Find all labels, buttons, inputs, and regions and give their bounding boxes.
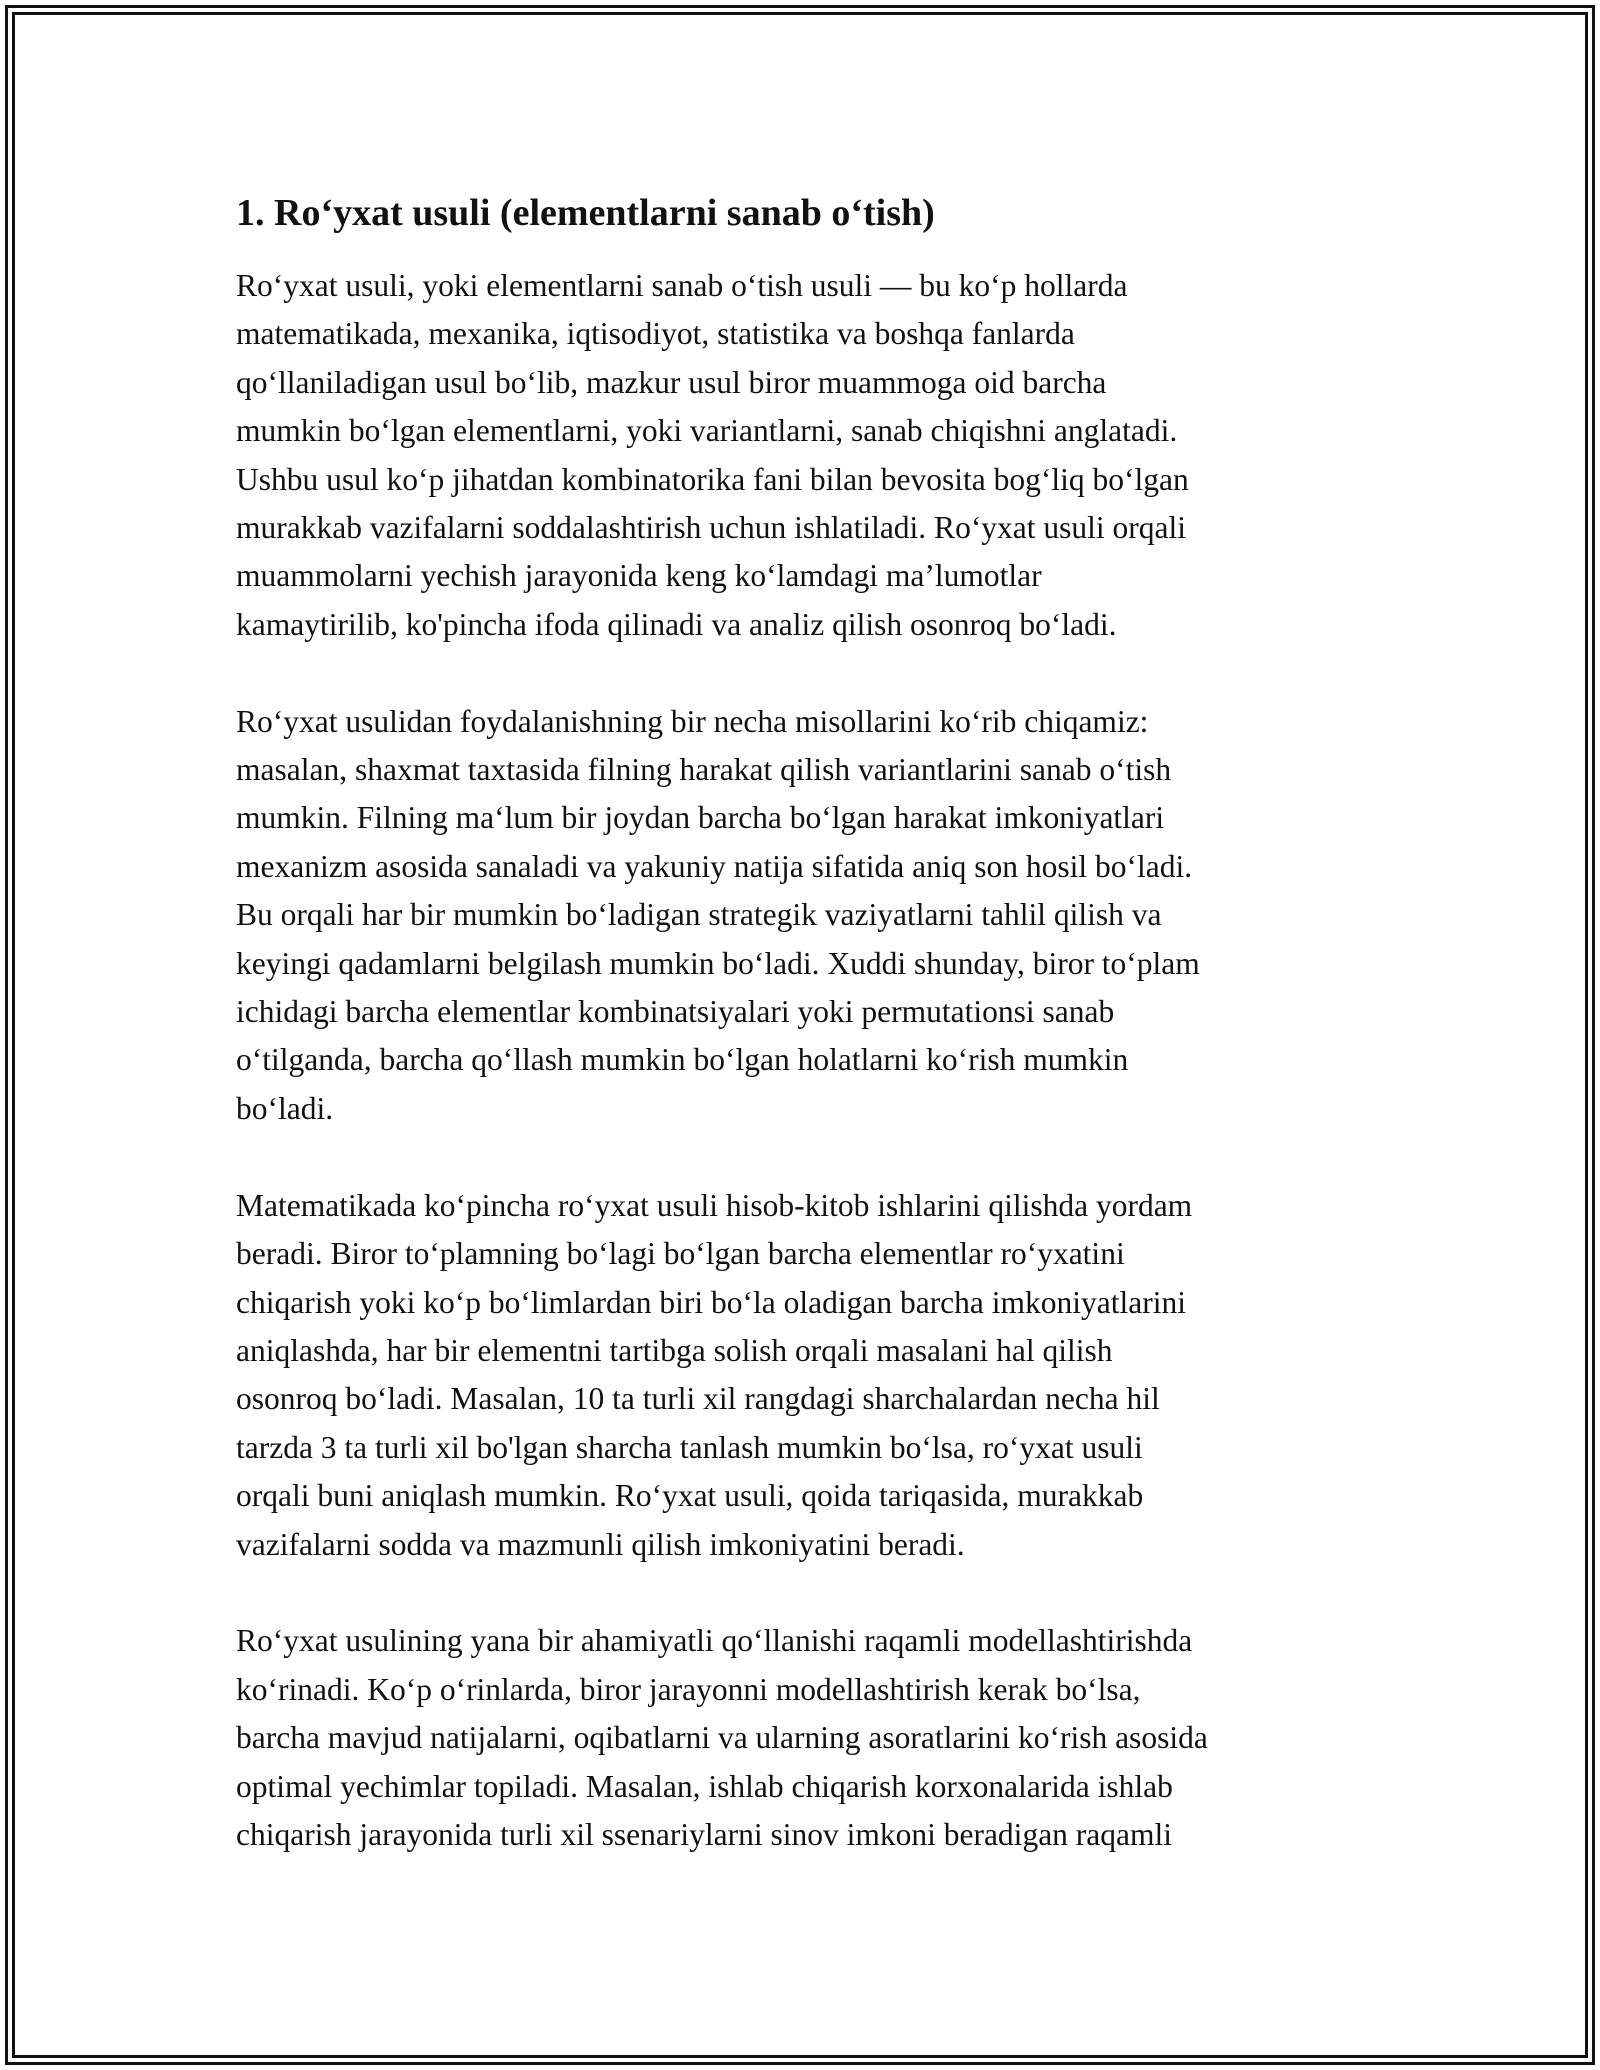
text-line: o‘tilganda, barcha qo‘llash mumkin bo‘lgan holatlarni ko‘rish mumkin: [236, 1042, 1129, 1078]
text-line: mumkin bo‘lgan elementlarni, yoki variantlarni, sanab chiqishni anglatadi.: [236, 413, 1178, 449]
text-line: Ushbu usul ko‘p jihatdan kombinatorika fani bilan bevosita bog‘liq bo‘lgan: [236, 461, 1189, 497]
text-line: qo‘llaniladigan usul bo‘lib, mazkur usul biror muammoga oid barcha: [236, 364, 1107, 400]
text-line: kamaytirilib, ko'pincha ifoda qilinadi va analiz qilish osonroq bo‘ladi.: [236, 606, 1117, 642]
paragraph: [236, 698, 1366, 1134]
text-line: murakkab vazifalarni soddalashtirish uchun ishlatiladi. Ro‘yxat usuli orqali: [236, 510, 1187, 546]
text-line: Ro‘yxat usuli, yoki elementlarni sanab o‘tish usuli — bu ko‘p hollarda: [236, 268, 1128, 303]
text-line: keyingi qadamlarni belgilash mumkin bo‘ladi. Xuddi shunday, biror to‘plam: [236, 945, 1200, 981]
paragraph: [236, 262, 1366, 649]
text-line: masalan, shaxmat taxtasida filning harakat qilish variantlarini sanab o‘tish: [236, 752, 1172, 788]
text-line: matematikada, mexanika, iqtisodiyot, statistika va boshqa fanlarda: [236, 316, 1075, 352]
text-line: chiqarish jarayonida turli xil ssenariylarni sinov imkoni beradigan raqamli: [236, 1816, 1173, 1852]
text-line: Bu orqali har bir mumkin bo‘ladigan strategik vaziyatlarni tahlil qilish va: [236, 897, 1162, 933]
text-line: barcha mavjud natijalarni, oqibatlarni va ularning asoratlarini ko‘rish asosida: [236, 1720, 1208, 1756]
text-line: optimal yechimlar topiladi. Masalan, ishlab chiqarish korxonalarida ishlab: [236, 1768, 1173, 1804]
text-line: mumkin. Filning ma‘lum bir joydan barcha bo‘lgan harakat imkoniyatlari: [236, 800, 1165, 836]
text-line: Ro‘yxat usulining yana bir ahamiyatli qo‘llanishi raqamli modellashtirishda: [236, 1623, 1193, 1659]
text-line: Matematikada ko‘pincha ro‘yxat usuli hisob-kitob ishlarini qilishda yordam: [236, 1187, 1193, 1223]
text-line: tarzda 3 ta turli xil bo'lgan sharcha tanlash mumkin bo‘lsa, ro‘yxat usuli: [236, 1429, 1143, 1465]
text-line: ko‘rinadi. Ko‘p o‘rinlarda, biror jarayonni modellashtirish kerak bo‘lsa,: [236, 1671, 1141, 1707]
text-line: aniqlashda, har bir elementni tartibga solish orqali masalani hal qilish: [236, 1332, 1113, 1368]
section-heading: 1. Ro‘yxat usuli (elementlarni sanab o‘tish): [236, 192, 935, 234]
text-line: ichidagi barcha elementlar kombinatsiyalari yoki permutationsi sanab: [236, 994, 1115, 1030]
text-line: Ro‘yxat usulidan foydalanishning bir necha misollarini ko‘rib chiqamiz:: [236, 703, 1149, 739]
text-line: beradi. Biror to‘plamning bo‘lagi bo‘lgan barcha elementlar ro‘yxatini: [236, 1236, 1125, 1272]
text-line: vazifalarni sodda va mazmunli qilish imkoniyatini beradi.: [236, 1526, 965, 1562]
text-line: muammolarni yechish jarayonida keng ko‘lamdagi ma’lumotlar: [236, 558, 1042, 594]
text-line: bo‘ladi.: [236, 1090, 334, 1126]
paragraph: [236, 1182, 1366, 1569]
text-line: mexanizm asosida sanaladi va yakuniy natija sifatida aniq son hosil bo‘ladi.: [236, 848, 1193, 884]
document-body: [236, 190, 1366, 1908]
text-line: osonroq bo‘ladi. Masalan, 10 ta turli xil rangdagi sharchalardan necha hil: [236, 1381, 1160, 1417]
text-line: orqali buni aniqlash mumkin. Ro‘yxat usuli, qoida tariqasida, murakkab: [236, 1478, 1144, 1514]
paragraph: [236, 1617, 1366, 1859]
text-line: chiqarish yoki ko‘p bo‘limlardan biri bo‘la oladigan barcha imkoniyatlarini: [236, 1284, 1186, 1320]
